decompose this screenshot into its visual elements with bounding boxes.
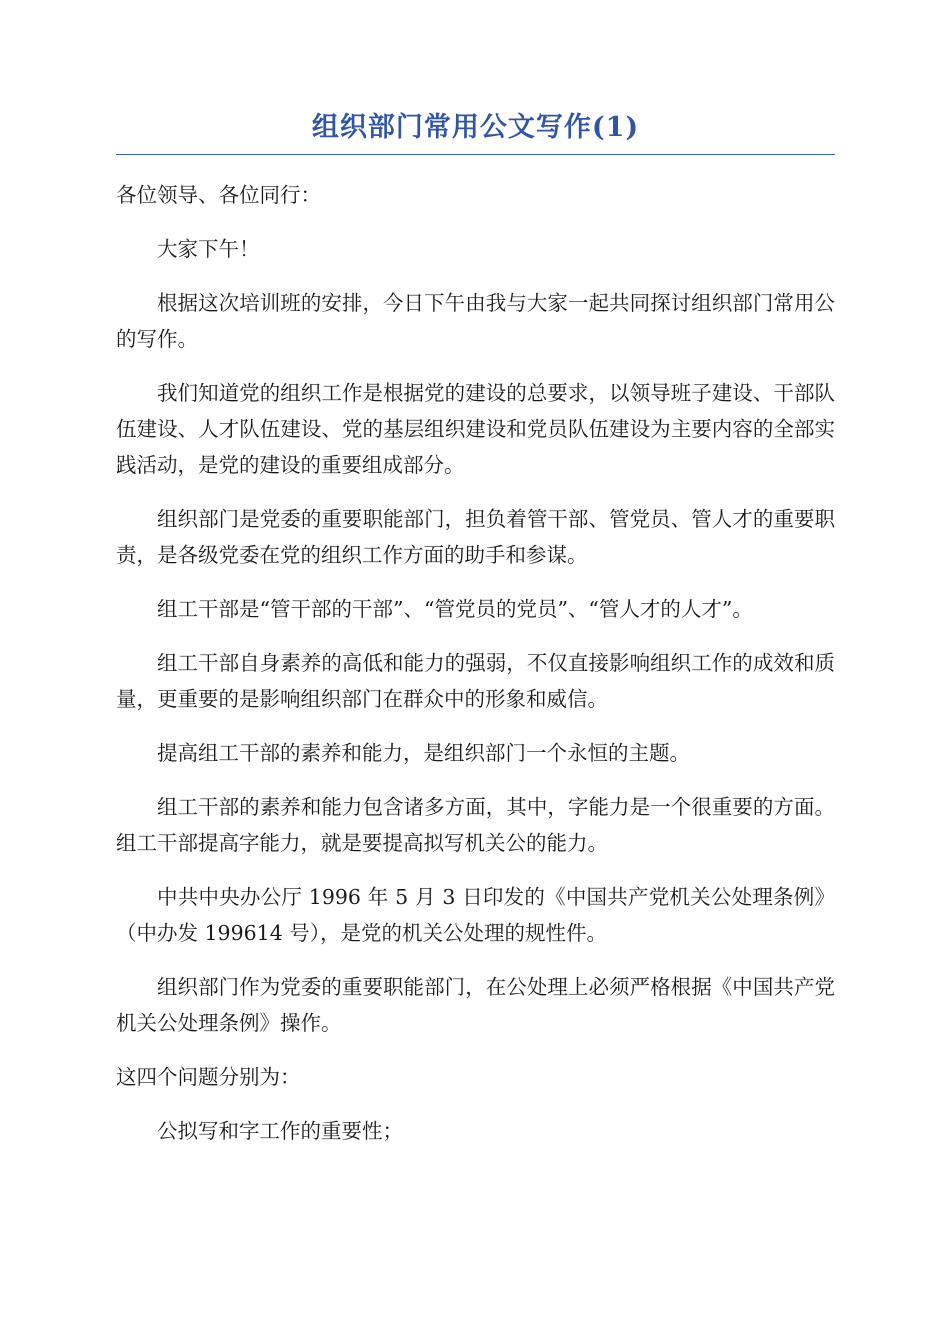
paragraph: 提高组工干部的素养和能力，是组织部门一个永恒的主题。 [157, 741, 690, 765]
paragraph-salutation: 各位领导、各位同行： [116, 183, 321, 207]
paragraph: 中共中央办公厅 1996 年 5 月 3 日印发的《中国共产党机关公处理条例》（中办发 199614 号），是党的机关公处理的规性件。 [116, 885, 835, 945]
paragraph-list-item: 公拟写和字工作的重要性； [157, 1119, 403, 1143]
paragraph: 根据这次培训班的安排，今日下午由我与大家一起共同探讨组织部门常用公的写作。 [116, 291, 835, 351]
document-title: 组织部门常用公文写作(1) [116, 108, 835, 155]
paragraph: 组工干部的素养和能力包含诸多方面，其中，字能力是一个很重要的方面。组工干部提高字能力，就是要提高拟写机关公的能力。 [116, 795, 835, 855]
document-page [116, 108, 835, 1167]
paragraph: 我们知道党的组织工作是根据党的建设的总要求，以领导班子建设、干部队伍建设、人才队伍建设、党的基层组织建设和党员队伍建设为主要内容的全部实践活动，是党的建设的重要组成部分。 [116, 381, 835, 477]
document-body [116, 177, 835, 1149]
paragraph: 组织部门是党委的重要职能部门，担负着管干部、管党员、管人才的重要职责，是各级党委在党的组织工作方面的助手和参谋。 [116, 507, 835, 567]
paragraph: 组工干部是“管干部的干部”、“管党员的党员”、“管人才的人才”。 [157, 597, 753, 621]
paragraph-list-intro: 这四个问题分别为： [116, 1065, 301, 1089]
paragraph: 组织部门作为党委的重要职能部门，在公处理上必须严格根据《中国共产党机关公处理条例》操作。 [116, 975, 835, 1035]
paragraph: 组工干部自身素养的高低和能力的强弱，不仅直接影响组织工作的成效和质量，更重要的是影响组织部门在群众中的形象和威信。 [116, 651, 835, 711]
paragraph-greeting: 大家下午！ [157, 237, 260, 261]
